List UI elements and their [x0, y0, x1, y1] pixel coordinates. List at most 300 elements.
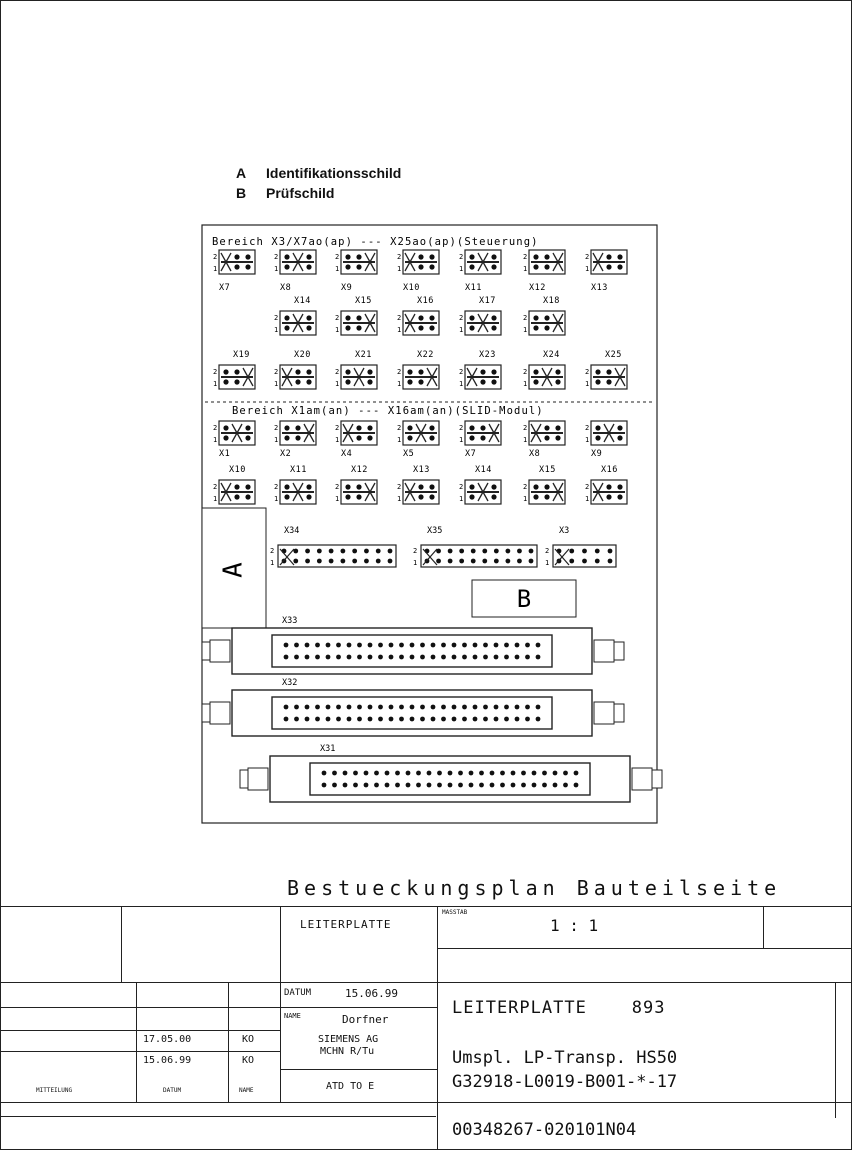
pin-dot: [542, 771, 547, 776]
tb-line: [280, 906, 281, 1102]
pin-number: 2: [585, 483, 590, 491]
pin-number: 2: [413, 547, 418, 555]
pin-number: 1: [274, 326, 279, 334]
jumper-bar: [343, 432, 375, 434]
pin-dot: [441, 655, 446, 660]
pin-dot: [533, 264, 538, 269]
pin-dot: [469, 435, 474, 440]
pin-dot: [533, 369, 538, 374]
pin-dot: [345, 494, 350, 499]
tb-line: [0, 906, 852, 907]
jumper-label: X24: [543, 350, 560, 360]
pin-dot: [234, 264, 239, 269]
pin-dot: [595, 435, 600, 440]
connector-label: X32: [282, 678, 298, 688]
connector-ear: [594, 702, 614, 724]
pin-dot: [315, 705, 320, 710]
pin-dot: [399, 717, 404, 722]
pin-number: 2: [335, 483, 340, 491]
tb-line: [228, 982, 229, 1102]
pin-dot: [595, 559, 600, 564]
pin-dot: [343, 783, 348, 788]
pin-dot: [429, 494, 434, 499]
jumper-label: X5: [403, 449, 415, 459]
datum-value: 15.06.99: [345, 987, 398, 1000]
jumper-label: X4: [341, 449, 353, 459]
pin-dot: [416, 783, 421, 788]
pin-dot: [389, 655, 394, 660]
pin-number: 1: [585, 495, 590, 503]
drawing-number: G32918-L0019-B001-*-17: [452, 1072, 678, 1092]
pin-dot: [284, 425, 289, 430]
jumper-block: [585, 365, 627, 389]
pin-number: 2: [335, 314, 340, 322]
pin-dot: [483, 717, 488, 722]
pin-dot: [617, 264, 622, 269]
pin-number: 1: [274, 380, 279, 388]
header-outline: [278, 545, 396, 567]
pin-dot: [542, 783, 547, 788]
pin-dot: [491, 264, 496, 269]
pin-dot: [315, 655, 320, 660]
pin-number: 1: [397, 326, 402, 334]
pin-dot: [410, 643, 415, 648]
datum-label: DATUM: [284, 988, 312, 998]
pin-dot: [389, 705, 394, 710]
massstab-label: MASSTAB: [442, 909, 468, 916]
pin-dot: [223, 369, 228, 374]
pin-dot: [353, 771, 358, 776]
jumper-label: X11: [290, 465, 307, 475]
pin-dot: [356, 494, 361, 499]
pin-number: 2: [335, 424, 340, 432]
leiterplatte-label: LEITERPLATTE: [300, 918, 392, 931]
jumper-block: [523, 311, 565, 335]
pin-dot: [329, 559, 334, 564]
pin-dot: [536, 717, 541, 722]
legend-text: Identifikationsschild: [266, 165, 402, 181]
header-label: X3: [559, 526, 570, 536]
pin-dot: [452, 705, 457, 710]
pin-dot: [429, 264, 434, 269]
jumper-label: X7: [219, 283, 231, 293]
plate-b-label: B: [516, 585, 532, 613]
pin-dot: [491, 379, 496, 384]
jumper-block: [213, 480, 255, 504]
pin-dot: [356, 254, 361, 259]
header-group: [270, 526, 616, 567]
tb-line: [0, 1007, 437, 1008]
pin-dot: [315, 643, 320, 648]
jumper-bar: [593, 261, 625, 263]
pin-dot: [471, 559, 476, 564]
pin-dot: [332, 783, 337, 788]
jumper-bar: [221, 491, 253, 493]
tb-line: [0, 1030, 280, 1031]
pin-dot: [407, 379, 412, 384]
pin-dot: [479, 783, 484, 788]
pin-number: 2: [335, 253, 340, 261]
jumper-label: X21: [355, 350, 372, 360]
pin-number: 2: [213, 483, 218, 491]
pin-dot: [533, 325, 538, 330]
pin-dot: [441, 717, 446, 722]
pin-dot: [544, 425, 549, 430]
pin-dot: [364, 559, 369, 564]
jumper-block: [523, 421, 565, 445]
jumper-label: X12: [529, 283, 546, 293]
pin-dot: [223, 435, 228, 440]
pin-dot: [245, 254, 250, 259]
jumper-bar: [405, 376, 437, 378]
pin-dot: [458, 783, 463, 788]
pin-dot: [295, 369, 300, 374]
pin-number: 2: [397, 314, 402, 322]
pin-dot: [563, 783, 568, 788]
pin-dot: [491, 315, 496, 320]
pin-dot: [420, 705, 425, 710]
pin-dot: [378, 705, 383, 710]
jumper-block: [397, 365, 439, 389]
pin-number: 1: [585, 436, 590, 444]
pin-dot: [491, 494, 496, 499]
tb-line: [0, 1051, 280, 1052]
pin-dot: [483, 705, 488, 710]
pin-dot: [469, 425, 474, 430]
pin-dot: [345, 369, 350, 374]
jumper-block: [213, 421, 255, 445]
connector-ear: [594, 640, 614, 662]
pin-dot: [389, 643, 394, 648]
connector-label: X31: [320, 744, 336, 754]
pin-dot: [368, 717, 373, 722]
pin-number: 1: [274, 436, 279, 444]
pin-dot: [410, 717, 415, 722]
pin-number: 2: [274, 368, 279, 376]
pin-dot: [368, 655, 373, 660]
pin-dot: [504, 705, 509, 710]
pin-dot: [563, 771, 568, 776]
jumper-group: [213, 250, 627, 504]
pin-number: 2: [585, 368, 590, 376]
pin-dot: [452, 655, 457, 660]
jumper-label: X8: [280, 283, 292, 293]
pin-dot: [448, 783, 453, 788]
pin-dot: [491, 369, 496, 374]
pin-dot: [284, 643, 289, 648]
pin-dot: [376, 559, 381, 564]
pin-dot: [544, 325, 549, 330]
pin-dot: [491, 254, 496, 259]
pin-number: 1: [459, 326, 464, 334]
jumper-bar: [282, 261, 314, 263]
pin-dot: [294, 643, 299, 648]
pin-number: 1: [335, 380, 340, 388]
pin-dot: [305, 705, 310, 710]
pin-number: 2: [213, 253, 218, 261]
pin-dot: [525, 655, 530, 660]
pin-dot: [356, 325, 361, 330]
pin-number: 2: [545, 547, 550, 555]
pin-dot: [284, 254, 289, 259]
pin-number: 2: [523, 253, 528, 261]
connector-ear: [210, 640, 230, 662]
connector-latch: [614, 642, 624, 660]
pin-dot: [469, 771, 474, 776]
pin-dot: [388, 549, 393, 554]
pin-dot: [494, 655, 499, 660]
pin-dot: [364, 771, 369, 776]
pin-number: 2: [213, 368, 218, 376]
pin-dot: [525, 643, 530, 648]
pin-dot: [353, 783, 358, 788]
pin-dot: [223, 425, 228, 430]
pin-dot: [606, 254, 611, 259]
header-label: X34: [284, 526, 300, 536]
pin-number: 1: [335, 495, 340, 503]
pin-dot: [284, 435, 289, 440]
pin-dot: [427, 783, 432, 788]
jumper-label: X18: [543, 296, 560, 306]
jumper-label: X10: [229, 465, 246, 475]
connector-latch: [652, 770, 662, 788]
pin-dot: [284, 264, 289, 269]
pin-dot: [553, 771, 558, 776]
pin-dot: [234, 369, 239, 374]
pin-dot: [367, 379, 372, 384]
pin-dot: [595, 549, 600, 554]
pin-dot: [536, 705, 541, 710]
pin-dot: [515, 655, 520, 660]
pin-dot: [427, 771, 432, 776]
pin-dot: [305, 559, 310, 564]
pin-dot: [483, 643, 488, 648]
tb-line: [280, 1069, 437, 1070]
pin-dot: [555, 379, 560, 384]
pin-dot: [595, 369, 600, 374]
pin-dot: [529, 559, 534, 564]
pin-dot: [437, 771, 442, 776]
pin-dot: [574, 783, 579, 788]
jumper-block: [213, 250, 255, 274]
pin-dot: [582, 549, 587, 554]
legend-key: A: [236, 165, 247, 181]
jumper-block: [274, 250, 316, 274]
jumper-label: X20: [294, 350, 311, 360]
pin-dot: [469, 325, 474, 330]
pin-dot: [617, 484, 622, 489]
tb-line: [437, 906, 438, 1150]
jumper-bar: [343, 322, 375, 324]
region1-label: Bereich X3/X7ao(ap) --- X25ao(ap)(Steuerung): [212, 236, 539, 248]
pin-dot: [462, 643, 467, 648]
pin-number: 2: [397, 368, 402, 376]
pin-number: 2: [213, 424, 218, 432]
pin-dot: [295, 425, 300, 430]
jumper-label: X2: [280, 449, 292, 459]
pin-dot: [395, 771, 400, 776]
pin-dot: [357, 717, 362, 722]
region2-label: Bereich X1am(an) --- X16am(an)(SLID-Modul): [232, 405, 544, 417]
pin-number: 1: [545, 559, 550, 567]
pin-dot: [418, 254, 423, 259]
jumper-block: [213, 365, 255, 389]
jumper-bar: [343, 376, 375, 378]
pin-dot: [544, 315, 549, 320]
pin-dot: [482, 549, 487, 554]
jumper-bar: [531, 432, 563, 434]
jumper-block: [335, 480, 377, 504]
pin-dot: [500, 783, 505, 788]
pin-dot: [418, 379, 423, 384]
pin-dot: [429, 315, 434, 320]
pin-dot: [494, 643, 499, 648]
pin-dot: [429, 254, 434, 259]
pin-dot: [494, 705, 499, 710]
connector-socket: [272, 635, 552, 667]
pin-dot: [305, 655, 310, 660]
pin-dot: [473, 717, 478, 722]
pin-dot: [420, 717, 425, 722]
pin-number: 2: [459, 424, 464, 432]
pin-dot: [431, 655, 436, 660]
pin-dot: [448, 771, 453, 776]
jumper-block: [585, 250, 627, 274]
pin-dot: [306, 264, 311, 269]
pin-dot: [511, 771, 516, 776]
pin-dot: [389, 717, 394, 722]
pin-dot: [441, 643, 446, 648]
pin-dot: [459, 549, 464, 554]
pin-dot: [399, 705, 404, 710]
pin-number: 2: [335, 368, 340, 376]
pin-dot: [536, 655, 541, 660]
pin-dot: [410, 705, 415, 710]
pin-dot: [356, 264, 361, 269]
pin-number: 1: [274, 495, 279, 503]
pin-dot: [407, 425, 412, 430]
pin-dot: [406, 783, 411, 788]
pin-dot: [306, 315, 311, 320]
pin-dot: [418, 264, 423, 269]
pin-dot: [399, 655, 404, 660]
pin-number: 2: [459, 253, 464, 261]
pin-number: 1: [213, 436, 218, 444]
pin-dot: [306, 369, 311, 374]
jumper-bar: [221, 261, 253, 263]
jumper-block: [459, 480, 501, 504]
title-sub: Umspl. LP-Transp. HS50: [452, 1048, 678, 1068]
jumper-label: X11: [465, 283, 482, 293]
pin-number: 2: [459, 368, 464, 376]
pin-header: [413, 526, 537, 567]
pin-dot: [336, 643, 341, 648]
pin-dot: [482, 559, 487, 564]
pin-dot: [305, 549, 310, 554]
pin-dot: [420, 643, 425, 648]
jumper-label: X13: [413, 465, 430, 475]
name-value: Dorfner: [342, 1013, 389, 1026]
jumper-label: X17: [479, 296, 496, 306]
pin-dot: [223, 379, 228, 384]
jumper-block: [335, 421, 377, 445]
pin-dot: [515, 643, 520, 648]
pin-number: 1: [335, 436, 340, 444]
jumper-block: [523, 250, 565, 274]
pin-number: 2: [585, 424, 590, 432]
pin-dot: [429, 435, 434, 440]
jumper-bar: [405, 322, 437, 324]
pin-dot: [459, 559, 464, 564]
pin-dot: [336, 705, 341, 710]
pin-number: 2: [397, 424, 402, 432]
pin-dot: [294, 705, 299, 710]
pin-dot: [306, 254, 311, 259]
jumper-block: [335, 365, 377, 389]
name-label: NAME: [284, 1012, 301, 1020]
pin-dot: [317, 559, 322, 564]
jumper-label: X15: [539, 465, 556, 475]
pin-dot: [517, 549, 522, 554]
pin-dot: [617, 254, 622, 259]
pin-dot: [406, 771, 411, 776]
jumper-label: X19: [233, 350, 250, 360]
pin-dot: [388, 559, 393, 564]
jumper-block: [585, 480, 627, 504]
pin-dot: [347, 705, 352, 710]
pin-dot: [469, 783, 474, 788]
pin-dot: [471, 549, 476, 554]
pin-number: 2: [274, 253, 279, 261]
pin-dot: [326, 643, 331, 648]
jumper-label: X16: [601, 465, 618, 475]
tb-line: [437, 948, 852, 949]
pin-dot: [234, 494, 239, 499]
pin-dot: [525, 705, 530, 710]
plate-a-label: A: [218, 562, 249, 578]
pin-dot: [448, 549, 453, 554]
pin-dot: [511, 783, 516, 788]
header-label: X35: [427, 526, 443, 536]
pin-dot: [494, 549, 499, 554]
jumper-label: X13: [591, 283, 608, 293]
pin-dot: [533, 484, 538, 489]
connector-ear: [248, 768, 268, 790]
pin-dot: [305, 717, 310, 722]
pin-number: 2: [523, 368, 528, 376]
jumper-block: [335, 311, 377, 335]
pin-dot: [469, 315, 474, 320]
pin-dot: [617, 494, 622, 499]
revision-name: KO: [242, 1034, 255, 1045]
ribbon-connector: [240, 744, 662, 802]
pin-dot: [374, 783, 379, 788]
pin-dot: [234, 379, 239, 384]
pin-dot: [441, 705, 446, 710]
jumper-block: [523, 480, 565, 504]
pin-number: 1: [397, 436, 402, 444]
pin-dot: [480, 425, 485, 430]
revision-name: KO: [242, 1055, 255, 1066]
jumper-bar: [531, 376, 563, 378]
pin-number: 1: [459, 380, 464, 388]
pin-dot: [494, 559, 499, 564]
pin-dot: [504, 655, 509, 660]
jumper-bar: [405, 432, 437, 434]
pin-dot: [490, 771, 495, 776]
pin-dot: [529, 549, 534, 554]
jumper-bar: [467, 432, 499, 434]
